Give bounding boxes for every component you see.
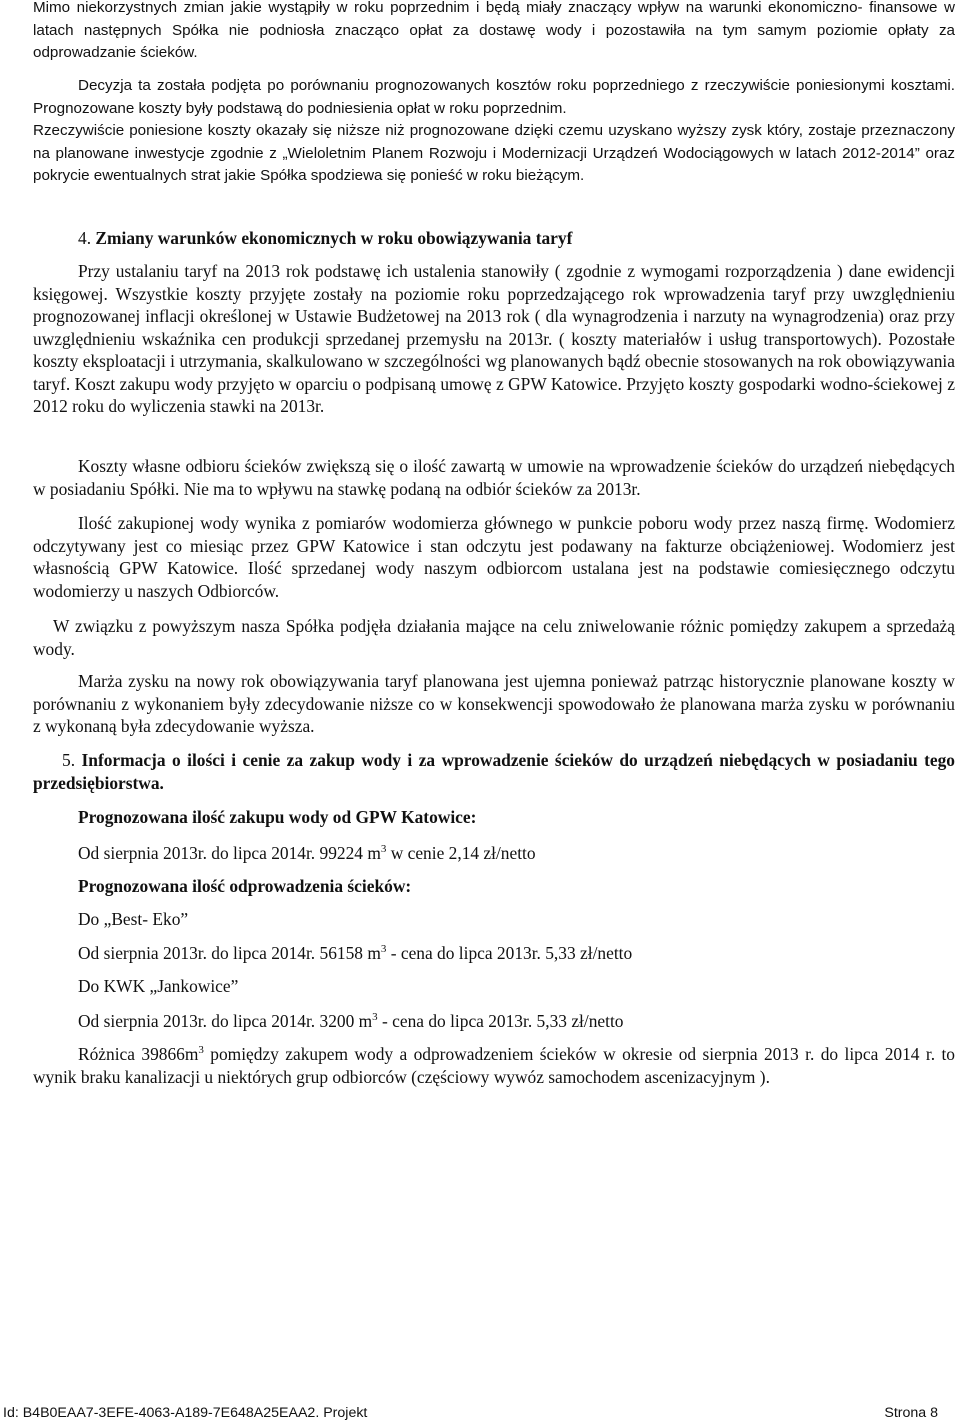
section-4-heading [78,227,955,250]
recipient-best-eko: Do „Best- Eko” [78,909,189,929]
heading-water-purchase: Prognozowana ilość zakupu wody od GPW Katowice: [78,807,477,827]
paragraph-tariff-basis: Przy ustalaniu taryf na 2013 rok podstawę ich ustalenia stanowiły ( zgodnie z wymogami rozporządzenia ) dane ewidencji księgowej. Wszystkie koszty przyjęte zostały na poziomie roku poprzedzającego rok wprowadzenia taryf przy uwzględnieniu prognozowanej inflacji określonej w Ustawie Budżetowej na 2013 rok ( dla wynagrodzenia i narzuty na wynagrodzenia) oraz przy uwzględnieniu wskaźnika cen produkcji sprzedanej przemysłu na 2013r. ( koszty materiałów i usług transportowych). Pozostałe koszty eksploatacji i utrzymania, skalkulowano w szczególności wg planowanych bądź obecnie stosowanych na rok obowiązywania taryf. Koszt zakupu wody przyjęto w oparciu o podpisaną umowę z GPW Katowice. Przyjęto koszty gospodarki wodno-ściekowej z 2012 roku do wyliczenia stawki na 2013r. [33,261,955,416]
section-5-heading [33,749,955,794]
paragraph-sewage-costs: Koszty własne odbioru ścieków zwiększą się o ilość zawartą w umowie na wprowadzenie ścieków do urządzeń niebędących w posiadaniu Spółki. Nie ma to wpływu na stawkę podaną na odbiór ścieków za 2013r. [33,456,955,499]
section-5-number: 5. [62,750,76,770]
section-5-title: Informacja o ilości i cenie za zakup wody i za wprowadzenie ścieków do urządzeń niebędących w posiadaniu tego przedsiębiorstwa. [33,750,955,793]
paragraph-intro: Mimo niekorzystnych zmian jakie wystąpiły w roku poprzednim i będą miały znaczący wpływ na warunki ekonomiczno- finansowe w latach następnych Spółka nie podniosła znacząco opłat za dostawę wody i pozostawiła na tym samym poziomie opłaty za odprowadzanie ścieków. [33,0,955,61]
paragraph-margin: Marża zysku na nowy rok obowiązywania taryf planowana jest ujemna ponieważ patrząc historycznie planowane koszty w porównaniu z wykonaniem były zdecydowanie niższe co w konsekwencji spowodowało że planowana marża zysku w porównaniu z wykonaną była zdecydowanie wyższa. [33,671,955,736]
heading-sewage-discharge: Prognozowana ilość odprowadzenia ścieków: [78,876,412,896]
paragraph-actual-costs: Rzeczywiście poniesione koszty okazały się niższe niż prognozowane dzięki czemu uzyskano wyższy zysk który, zostaje przeznaczony na planowane inwestycje zgodnie z „Wieloletnim Planem Rozwoju i Modernizacji Urządzeń Wodociągowych w latach 2012-2014” oraz pokrycie ewentualnych strat jakie Spółka spodziewa się ponieść w roku bieżącym. [33,122,955,184]
kwk-jankowice-line: Od sierpnia 2013r. do lipca 2014r. 3200 $m^3$ - cena do lipca 2013r. 5,33 zł/netto [78,1011,624,1031]
best-eko-line: Od sierpnia 2013r. do lipca 2014r. 56158 $m^3$ - cena do lipca 2013r. 5,33 zł/netto [78,943,633,963]
page-number: Strona 8 [884,1405,938,1421]
document-id: Id: B4B0EAA7-3EFE-4063-A189-7E648A25EAA2. Projekt [3,1405,368,1421]
paragraph-action: W związku z powyższym nasza Spółka podjęła działania mające na celu zniwelowanie różnic pomiędzy zakupem a sprzedażą wody. [33,616,955,659]
section-4-title: Zmiany warunków ekonomicznych w roku obowiązywania taryf [95,228,573,248]
section-4-number: 4. [78,228,92,248]
paragraph-difference: Różnica $39866m^3$ pomiędzy zakupem wody a odprowadzeniem ścieków w okresie od sierpnia 2013 r. do lipca 2014 r. to wynik braku kanalizacji u niektórych grup odbiorców (częściowy wywóz samochodem ascenizacyjnym ). [33,1044,955,1087]
page-footer [0,1404,956,1423]
paragraph-decision: Decyzja ta została podjęta po porównaniu prognozowanych kosztów roku poprzedniego z rzeczywiście poniesionymi kosztami. Prognozowane koszty były podstawą do podniesienia opłat w roku poprzednim. [33,77,955,117]
recipient-kwk-jankowice: Do KWK „Jankowice” [78,976,239,996]
water-purchase-line: Od sierpnia 2013r. do lipca 2014r. 99224 $m^3$ w cenie 2,14 zł/netto [78,843,536,863]
paragraph-water-meter: Ilość zakupionej wody wynika z pomiarów wodomierza głównego w punkcie poboru wody przez naszą firmę. Wodomierz odczytywany jest co miesiąc przez GPW Katowice i stan odczytu jest podawany na fakturze obciążeniowej. Wodomierz jest własnością GPW Katowice. Ilość sprzedanej wody naszym odbiorcom ustalana jest na podstawie comiesięcznego odczytu wodomierzy u naszych Odbiorców. [33,513,955,601]
